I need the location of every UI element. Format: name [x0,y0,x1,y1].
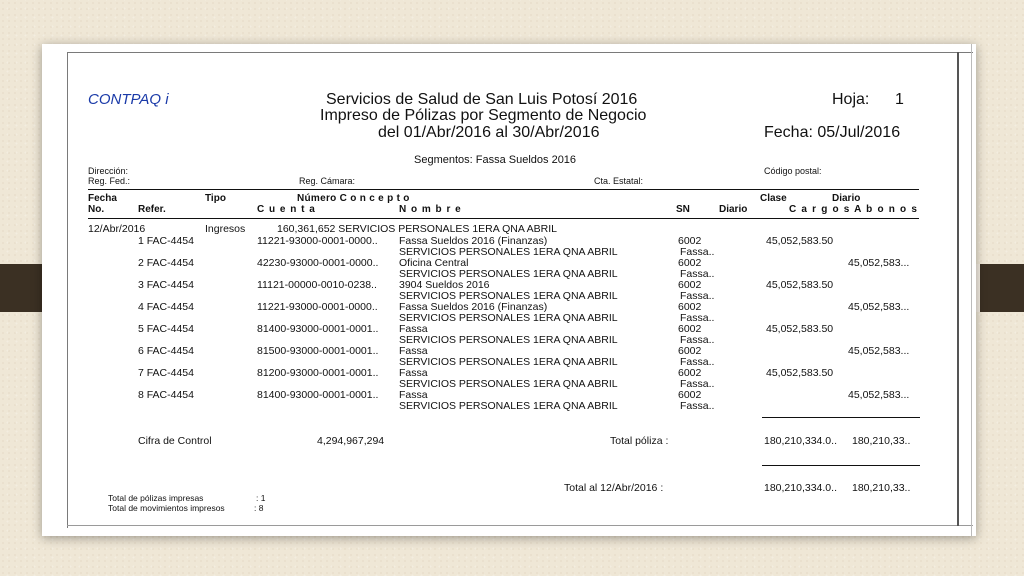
mov-concepto: SERVICIOS PERSONALES 1ERA QNA ABRIL [399,378,618,390]
col-no: No. [88,204,105,215]
reg-camara-label: Reg. Cámara: [299,176,356,186]
mov-refer: 3 FAC-4454 [137,279,194,291]
mov-segmento: Fassa.. [680,312,715,324]
total-poliza-abonos: 180,210,33.. [852,435,911,447]
total-al-abonos: 180,210,33.. [852,482,911,494]
company-title: Servicios de Salud de San Luis Potosí 2016 [326,91,638,108]
hoja-label: Hoja: [832,91,870,108]
mov-concepto: SERVICIOS PERSONALES 1ERA QNA ABRIL [399,290,618,302]
hoja-value: 1 [895,91,904,108]
col-cargos-abonos: C a r g o s A b o n o s [789,204,919,215]
total-movimientos-value: : 8 [254,503,264,513]
mov-concepto: SERVICIOS PERSONALES 1ERA QNA ABRIL [399,268,618,280]
segmentos: Segmentos: Fassa Sueldos 2016 [414,154,577,166]
mov-segmento: Fassa.. [680,290,715,302]
total-polizas-label: Total de pólizas impresas [108,493,204,503]
mov-cuenta: 11221-93000-0001-0000.. [257,301,378,313]
col-diario: Diario [719,204,748,215]
mov-cuenta: 11221-93000-0001-0000.. [257,235,378,247]
mov-nombre: Fassa [399,367,428,379]
mov-cargo: 45,052,583.50 [766,367,834,379]
mov-cargo: 45,052,583.50 [766,323,834,335]
mov-cuenta: 11121-00000-0010-0238.. [257,279,377,291]
mov-nombre: Fassa [399,323,428,335]
total-movimientos-label: Total de movimientos impresos [108,503,225,513]
mov-refer: 1 FAC-4454 [137,235,194,247]
mov-abono: 45,052,583... [848,257,910,269]
total-al-cargos: 180,210,334.0.. [764,482,837,494]
mov-concepto: SERVICIOS PERSONALES 1ERA QNA ABRIL [399,246,618,258]
poliza-tipo: Ingresos [205,223,246,235]
col-nombre: N o m b r e [399,204,462,215]
col-tipo: Tipo [205,193,226,204]
mov-segmento: Fassa.. [680,334,715,346]
col-sn: SN [676,204,690,215]
mov-cuenta: 42230-93000-0001-0000.. [257,257,379,269]
mov-refer: 6 FAC-4454 [137,345,194,357]
mov-sn: 6002 [678,279,702,291]
mov-concepto: SERVICIOS PERSONALES 1ERA QNA ABRIL [399,312,618,324]
col-cuenta: C u e n t a [257,204,316,215]
mov-sn: 6002 [678,345,702,357]
mov-concepto: SERVICIOS PERSONALES 1ERA QNA ABRIL [399,356,618,368]
mov-sn: 6002 [678,235,702,247]
mov-sn: 6002 [678,367,702,379]
poliza-numero-concepto: 160,361,652 SERVICIOS PERSONALES 1ERA QNA ABRIL [277,223,557,235]
mov-nombre: Fassa [399,345,428,357]
mov-segmento: Fassa.. [680,400,715,412]
mov-refer: 8 FAC-4454 [137,389,194,401]
report-title: Impreso de Pólizas por Segmento de Negocio [320,107,647,124]
mov-segmento: Fassa.. [680,268,715,280]
header-divider-bottom [88,218,919,219]
mov-refer: 5 FAC-4454 [137,323,194,335]
mov-nombre: 3904 Sueldos 2016 [399,279,490,291]
print-date: Fecha: 05/Jul/2016 [764,124,901,141]
codigo-postal-label: Código postal: [764,166,822,176]
poliza-fecha: 12/Abr/2016 [88,223,146,235]
mov-sn: 6002 [678,323,702,335]
mov-refer: 4 FAC-4454 [137,301,194,313]
mov-cuenta: 81400-93000-0001-0001.. [257,323,379,335]
mov-cuenta: 81200-93000-0001-0001.. [257,367,379,379]
direccion-label: Dirección: [88,166,129,176]
mov-segmento: Fassa.. [680,356,715,368]
mov-abono: 45,052,583... [848,345,910,357]
mov-abono: 45,052,583... [848,301,910,313]
report-page [42,44,976,536]
mov-sn: 6002 [678,301,702,313]
cta-estatal-label: Cta. Estatal: [594,176,644,186]
mov-abono: 45,052,583... [848,389,910,401]
subtotal-line [762,417,920,418]
mov-cuenta: 81500-93000-0001-0001.. [257,345,379,357]
total-polizas-value: : 1 [256,493,266,503]
mov-nombre: Fassa Sueldos 2016 (Finanzas) [399,235,548,247]
mov-concepto: SERVICIOS PERSONALES 1ERA QNA ABRIL [399,400,618,412]
total-line [762,465,920,466]
mov-sn: 6002 [678,389,702,401]
mov-nombre: Fassa [399,389,428,401]
total-poliza-label: Total póliza : [610,435,669,447]
cifra-control-value: 4,294,967,294 [317,435,385,447]
mov-segmento: Fassa.. [680,378,715,390]
mov-cuenta: 81400-93000-0001-0001.. [257,389,379,401]
brand-logo: CONTPAQ i [88,91,169,108]
col-refer: Refer. [138,204,166,215]
col-numero-concepto: Número C o n c e p t o [297,193,410,204]
mov-cargo: 45,052,583.50 [766,235,834,247]
report-content [42,44,976,536]
total-al-label: Total al 12/Abr/2016 : [564,482,664,494]
header-divider-top [88,189,919,190]
mov-segmento: Fassa.. [680,246,715,258]
cifra-control-label: Cifra de Control [138,435,212,447]
total-poliza-cargos: 180,210,334.0.. [764,435,837,447]
col-diario-top: Diario [832,193,861,204]
reg-fed-label: Reg. Fed.: [88,176,131,186]
mov-nombre: Oficina Central [399,257,469,269]
mov-refer: 2 FAC-4454 [137,257,194,269]
mov-cargo: 45,052,583.50 [766,279,834,291]
date-range: del 01/Abr/2016 al 30/Abr/2016 [378,124,600,141]
col-clase: Clase [760,193,787,204]
mov-refer: 7 FAC-4454 [137,367,194,379]
mov-concepto: SERVICIOS PERSONALES 1ERA QNA ABRIL [399,334,618,346]
mov-sn: 6002 [678,257,702,269]
col-fecha: Fecha [88,193,117,204]
mov-nombre: Fassa Sueldos 2016 (Finanzas) [399,301,548,313]
